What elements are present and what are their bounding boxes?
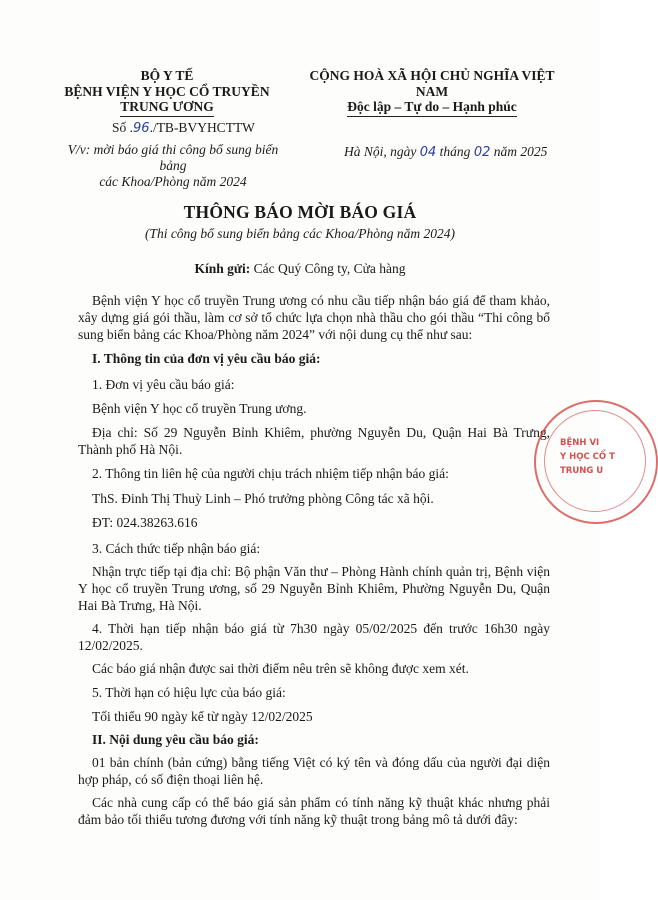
nation-name: CỘNG HOÀ XÃ HỘI CHỦ NGHĨA VIỆT NAM	[309, 68, 555, 99]
intro-paragraph: Bệnh viện Y học cổ truyền Trung ương có nhu cầu tiếp nhận báo giá để tham khảo, xây dựng giá gói thầu, làm cơ sở tổ chức lựa chọn nhà thầu cho gói thầu “Thi công bổ sung biển bảng các Khoa/Phòng năm 2024” với nội dung cụ thể như sau:	[78, 293, 550, 342]
recipient-value: Các Quý Công ty, Cửa hàng	[250, 261, 406, 276]
handwritten-day: 04	[419, 145, 437, 160]
handwritten-number: 96	[133, 121, 150, 136]
s1-item1: 1. Đơn vị yêu cầu báo giá:	[92, 377, 235, 392]
hospital-name-line1: BỆNH VIỆN Y HỌC CỔ TRUYỀN	[64, 83, 270, 99]
s1-note: Các báo giá nhận được sai thời điểm nêu trên sẽ không được xem xét.	[92, 661, 469, 676]
document-subtitle: (Thi công bổ sung biển bảng các Khoa/Phòng năm 2024)	[144, 226, 456, 241]
s1-validity: Tối thiểu 90 ngày kể từ ngày 12/02/2025	[92, 709, 313, 724]
national-motto: Độc lập – Tự do – Hạnh phúc	[347, 99, 517, 117]
s2-paragraph1: 01 bản chính (bản cứng) bằng tiếng Việt có ký tên và đóng dấu của người đại diện hợp pháp, có số điện thoại liên hệ.	[78, 755, 550, 787]
issue-date: Hà Nội, ngày 04 tháng 02 năm 2025	[344, 144, 548, 160]
hospital-name-line2: TRUNG ƯƠNG	[120, 99, 214, 117]
s1-phone: ĐT: 024.38263.616	[92, 515, 198, 530]
handwritten-month: 02	[473, 145, 491, 160]
recipient-line	[0, 261, 600, 277]
s1-receive: Nhận trực tiếp tại địa chỉ: Bộ phận Văn thư – Phòng Hành chính quản trị, Bệnh viện Y học cổ truyền Trung ương, số 29 Nguyễn Bỉnh Khiêm, Phường Nguyễn Du, Quận Hai Bà Trưng, Hà Nội.	[78, 564, 550, 613]
seal-text-line1: BỆNH VI	[560, 438, 600, 448]
s1-item1-value: Bệnh viện Y học cổ truyền Trung ương.	[92, 401, 307, 416]
section2-heading: II. Nội dung yêu cầu báo giá:	[92, 732, 259, 747]
s2-paragraph2: Các nhà cung cấp có thể báo giá sản phẩm có tính năng kỹ thuật khác nhưng phải đảm bảo tối thiểu tương đương với tính năng kỹ thuật trong bảng mô tả dưới đây:	[78, 795, 550, 827]
national-header	[292, 68, 572, 117]
s1-contact: ThS. Đinh Thị Thuỳ Linh – Phó trưởng phòng Công tác xã hội.	[92, 491, 434, 506]
ministry-name: BỘ Y TẾ	[140, 68, 194, 83]
official-seal-stamp	[534, 400, 658, 524]
s1-item4: 4. Thời hạn tiếp nhận báo giá từ 7h30 ngày 05/02/2025 đến trước 16h30 ngày 12/02/2025.	[78, 621, 550, 653]
subject-line: V/v: mời báo giá thi công bổ sung biển bảng các Khoa/Phòng năm 2024	[67, 142, 279, 189]
s1-item5: 5. Thời hạn có hiệu lực của báo giá:	[92, 685, 286, 700]
document-number: Số .96./TB-BVYHCTTW	[112, 120, 255, 136]
document-title: THÔNG BÁO MỜI BÁO GIÁ	[183, 202, 417, 222]
seal-text-line2: Y HỌC CỔ T	[560, 452, 615, 462]
s1-item2: 2. Thông tin liên hệ của người chịu trách nhiệm tiếp nhận báo giá:	[92, 466, 449, 481]
issuer-header	[52, 68, 282, 117]
s1-address: Địa chỉ: Số 29 Nguyễn Bỉnh Khiêm, phường Nguyễn Du, Quận Hai Bà Trưng, Thành phố Hà Nội.	[78, 425, 550, 457]
recipient-label: Kính gửi:	[194, 261, 251, 276]
section1-heading: I. Thông tin của đơn vị yêu cầu báo giá:	[92, 351, 321, 366]
s1-item3: 3. Cách thức tiếp nhận báo giá:	[92, 541, 261, 556]
seal-text-line3: TRUNG U	[560, 466, 604, 476]
